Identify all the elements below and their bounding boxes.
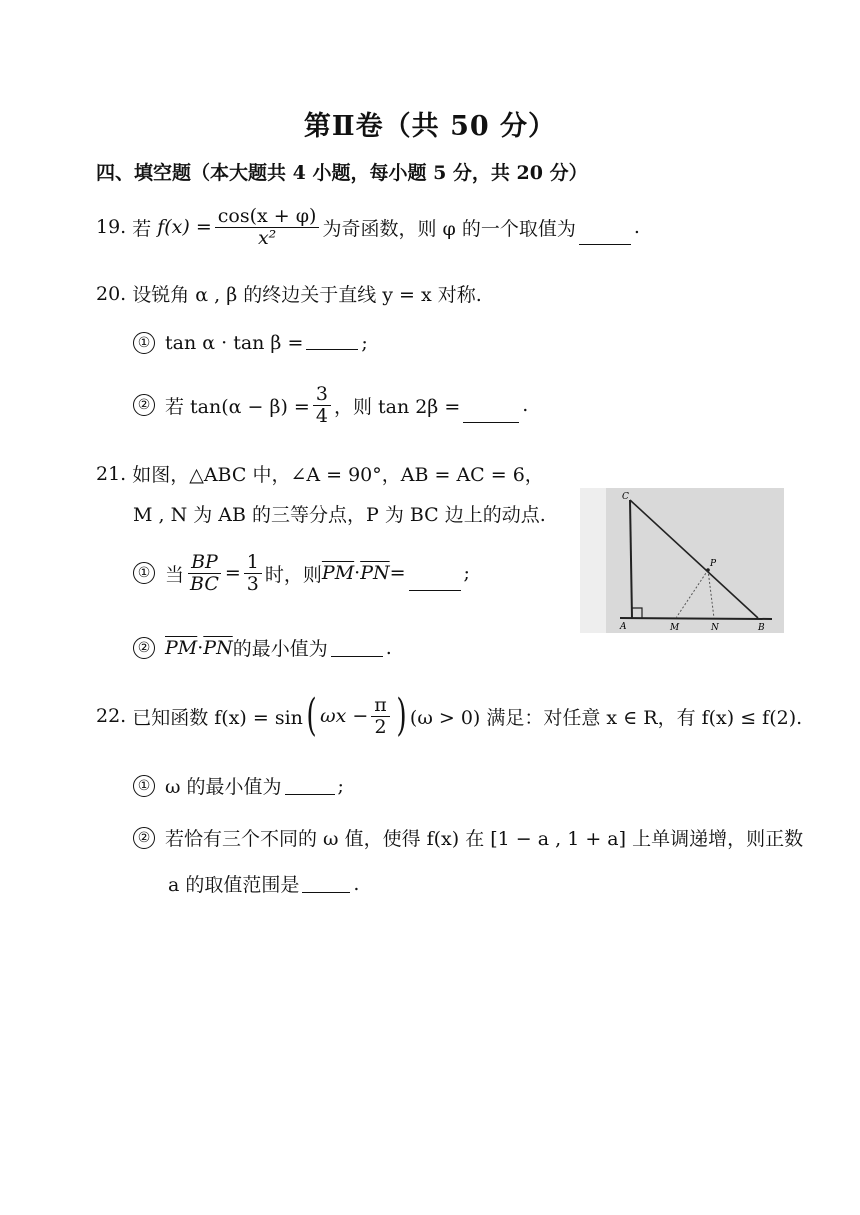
q19-answer-blank[interactable] — [579, 242, 631, 245]
q20-p2-pre: 若 tan(α − β) = — [165, 395, 310, 418]
q22-pi-den: 2 — [374, 715, 387, 738]
q22-pi-num: π — [371, 695, 390, 717]
circled-1: ① — [133, 562, 155, 584]
q19-frac-num: cos(x + φ) — [215, 206, 320, 228]
q22-p2-text: 若恰有三个不同的 ω 值，使得 f(x) 在 [1 − a , 1 + a] 上单调递增，则正数 — [165, 828, 804, 850]
figure-margin — [580, 488, 606, 633]
left-paren: ( — [306, 690, 317, 741]
q20-p1-text: tan α · tan β = — [165, 332, 304, 354]
dot-operator: · — [354, 562, 361, 585]
label-m: M — [670, 623, 680, 633]
q20-part-2 — [133, 384, 528, 427]
q22-p2-end: . — [353, 872, 360, 895]
q20-p2-end: . — [522, 394, 529, 417]
q19-function: f(x) = — [157, 216, 212, 239]
question-21 — [96, 460, 544, 487]
question-20 — [96, 280, 482, 307]
q21-frac2-num: 1 — [244, 552, 262, 574]
q21-stem-line-2 — [133, 500, 546, 527]
q22-part-2 — [133, 824, 803, 851]
q20-part-1 — [133, 332, 368, 354]
q21-part-1 — [133, 552, 470, 595]
label-a: A — [620, 622, 627, 632]
q19-post: 为奇函数，则 φ 的一个取值为 — [322, 217, 576, 240]
q19-frac-den: x² — [257, 226, 277, 249]
q22-post: (ω > 0) 满足：对任意 x ∈ R，有 f(x) ≤ f(2). — [409, 706, 803, 729]
q21-p1-eq: = — [224, 562, 241, 585]
q19-tail: . — [633, 216, 640, 239]
q21-number: 21. — [96, 462, 127, 485]
q22-p1-end: ; — [337, 774, 344, 797]
label-b: B — [758, 623, 765, 633]
q21-p1-eq2: = — [389, 562, 406, 585]
q22-p1-text: ω 的最小值为 — [165, 776, 282, 798]
label-p: P — [710, 559, 717, 569]
q22-p2-line2: a 的取值范围是 — [168, 874, 300, 896]
section-heading: 四、填空题（本大题共 4 小题，每小题 5 分，共 20 分） — [96, 162, 588, 184]
q21-p2-text: 的最小值为 — [232, 638, 328, 660]
q19-fraction — [215, 206, 320, 249]
q22-p2-answer-blank[interactable] — [302, 890, 350, 893]
q22-pi-fraction — [371, 695, 390, 738]
q21-fraction-bp-bc — [187, 552, 222, 595]
q22-inner: ωx − — [320, 705, 369, 727]
q21-part-2 — [133, 634, 392, 661]
circled-2: ② — [133, 394, 155, 416]
q20-stem: 设锐角 α , β 的终边关于直线 y = x 对称. — [132, 284, 482, 306]
q19-pre: 若 — [132, 217, 152, 240]
q22-part-1 — [133, 772, 344, 799]
q21-p2-end: . — [385, 636, 392, 659]
vector-pn: $\overline{PN}$ — [360, 562, 390, 585]
right-paren: ) — [396, 690, 407, 741]
label-n: N — [711, 623, 719, 633]
q21-stem-2: M , N 为 AB 的三等分点，P 为 BC 边上的动点. — [133, 504, 546, 526]
side-ab — [620, 618, 772, 619]
q21-p1-end: ; — [463, 562, 470, 585]
q20-frac-den: 4 — [315, 404, 328, 427]
q21-frac2-den: 3 — [246, 572, 259, 595]
question-19 — [96, 206, 640, 249]
dot-operator: · — [197, 636, 204, 659]
q20-number: 20. — [96, 282, 127, 305]
q21-p1-pre: 当 — [165, 563, 185, 586]
circled-2: ② — [133, 637, 155, 659]
q21-frac1-den: BC — [190, 572, 219, 595]
circled-1: ① — [133, 775, 155, 797]
question-22 — [96, 690, 803, 741]
q20-p1-end: ; — [361, 332, 368, 354]
q21-stem-1: 如图，△ABC 中，∠A = 90°，AB = AC = 6， — [132, 464, 544, 486]
q22-pre: 已知函数 f(x) = sin — [132, 706, 303, 729]
q20-frac-num: 3 — [313, 384, 331, 406]
q21-frac1-num: BP — [188, 552, 221, 574]
triangle-figure — [580, 488, 784, 633]
label-c: C — [622, 492, 629, 502]
vector-pm: $\overline{PM}$ — [321, 562, 355, 585]
q20-p2-answer-blank[interactable] — [463, 420, 519, 423]
q21-p1-mid: 时，则 — [264, 563, 322, 586]
circled-2: ② — [133, 827, 155, 849]
q21-p2-answer-blank[interactable] — [331, 654, 383, 657]
q19-number: 19. — [96, 216, 127, 239]
q20-p1-answer-blank[interactable] — [306, 347, 358, 350]
circled-1: ① — [133, 332, 155, 354]
q20-fraction — [313, 384, 331, 427]
vector-pm: $\overline{PM}$ — [165, 636, 198, 659]
vector-pn: $\overline{PN}$ — [203, 636, 233, 659]
q21-p1-answer-blank[interactable] — [409, 588, 461, 591]
figure-background — [580, 488, 784, 633]
q21-fraction-one-third — [244, 552, 262, 595]
q20-p2-mid: ，则 tan 2β = — [333, 395, 461, 418]
q22-part-2-line-2 — [168, 870, 359, 897]
q22-p1-answer-blank[interactable] — [285, 792, 335, 795]
q22-number: 22. — [96, 705, 127, 727]
page-title: 第Ⅱ卷（共 50 分） — [303, 111, 557, 142]
